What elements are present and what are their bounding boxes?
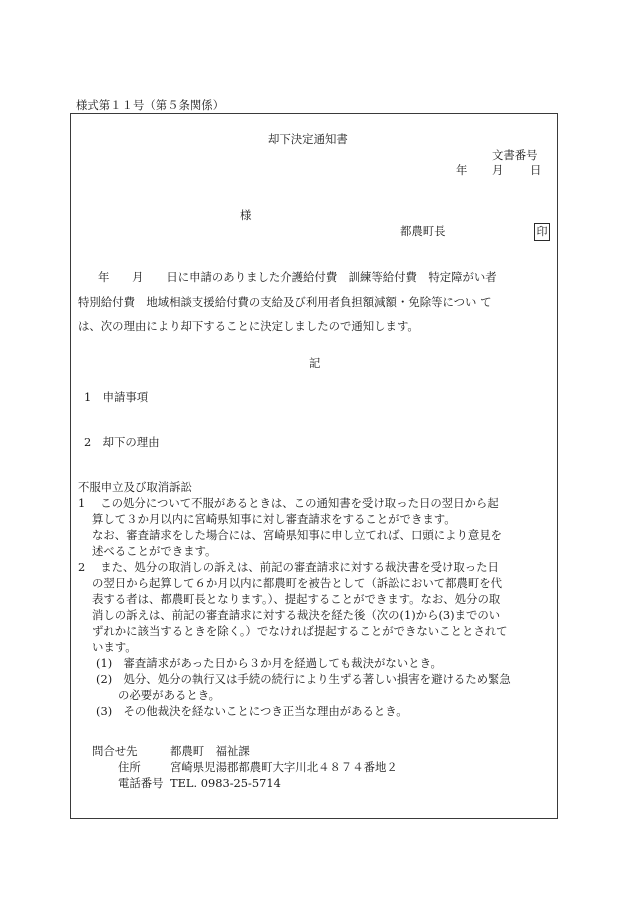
appeal-line: 2 また、処分の取消しの訴えは、前記の審査請求に対する裁決書を受け取った日 bbox=[78, 560, 499, 574]
contact-phone-label: 電話番号 bbox=[118, 776, 164, 790]
date-day: 日 bbox=[530, 163, 542, 177]
doc-number-label: 文書番号 bbox=[492, 148, 538, 162]
contact-label: 問合せ先 bbox=[92, 744, 138, 758]
appeal-line: なお、審査請求をした場合には、宮崎県知事に申し立てれば、口頭により意見を bbox=[92, 528, 503, 542]
seal-mark: 印 bbox=[534, 223, 550, 241]
body-line-3: は、次の理由により却下することに決定しましたので通知します。 bbox=[78, 319, 419, 333]
addressee-suffix: 様 bbox=[240, 208, 252, 222]
ki-mark: 記 bbox=[309, 356, 321, 370]
appeal-subitem: (3) その他裁決を経ないことにつき正当な理由があるとき。 bbox=[96, 704, 408, 718]
appeal-heading: 不服申立及び取消訴訟 bbox=[78, 480, 192, 494]
item-application: 1 申請事項 bbox=[84, 390, 149, 404]
appeal-subitem: (1) 審査請求があった日から３か月を経過しても裁決がないとき。 bbox=[96, 656, 442, 670]
body-line-2: 特別給付費 地域相談支援給付費の支給及び利用者負担額減額・免除等につい て bbox=[78, 295, 492, 309]
body-line-1: 年 月 日に申請のありました介護給付費 訓練等給付費 特定障がい者 bbox=[98, 270, 497, 284]
document-title: 却下決定通知書 bbox=[268, 132, 348, 146]
appeal-line: 算して３か月以内に宮崎県知事に対し審査請求をすることができます。 bbox=[92, 512, 456, 526]
appeal-subitem: の必要があるとき。 bbox=[118, 688, 221, 702]
sender-name: 都農町長 bbox=[400, 224, 446, 238]
contact-phone: TEL. 0983-25-5714 bbox=[170, 776, 281, 790]
appeal-line: 1 この処分について不服があるときは、この通知書を受け取った日の翌日から起 bbox=[78, 496, 499, 510]
contact-office: 都農町 福祉課 bbox=[170, 744, 250, 758]
contact-address: 宮崎県児湯郡都農町大字川北４８７４番地２ bbox=[170, 760, 398, 774]
appeal-line: います。 bbox=[92, 640, 137, 654]
appeal-line: 述べることができます。 bbox=[92, 544, 217, 558]
appeal-line: 消しの訴えは、前記の審査請求に対する裁決を経た後（次の(1)から(3)までのい bbox=[92, 608, 501, 622]
form-label: 様式第１１号（第５条関係） bbox=[76, 98, 225, 112]
appeal-subitem: (2) 処分、処分の執行又は手続の続行により生ずる著しい損害を避けるため緊急 bbox=[96, 672, 511, 686]
date-year: 年 bbox=[456, 163, 468, 177]
item-rejection-reason: 2 却下の理由 bbox=[84, 435, 160, 449]
appeal-line: の翌日から起算して６か月以内に都農町を被告として（訴訟において都農町を代 bbox=[92, 576, 503, 590]
appeal-line: ずれかに該当するときを除く。）でなければ提起することができないこととされて bbox=[92, 624, 508, 638]
date-month: 月 bbox=[492, 163, 504, 177]
appeal-line: 表する者は、都農町長となります。）、提起することができます。なお、処分の取 bbox=[92, 592, 501, 606]
contact-address-label: 住所 bbox=[118, 760, 141, 774]
